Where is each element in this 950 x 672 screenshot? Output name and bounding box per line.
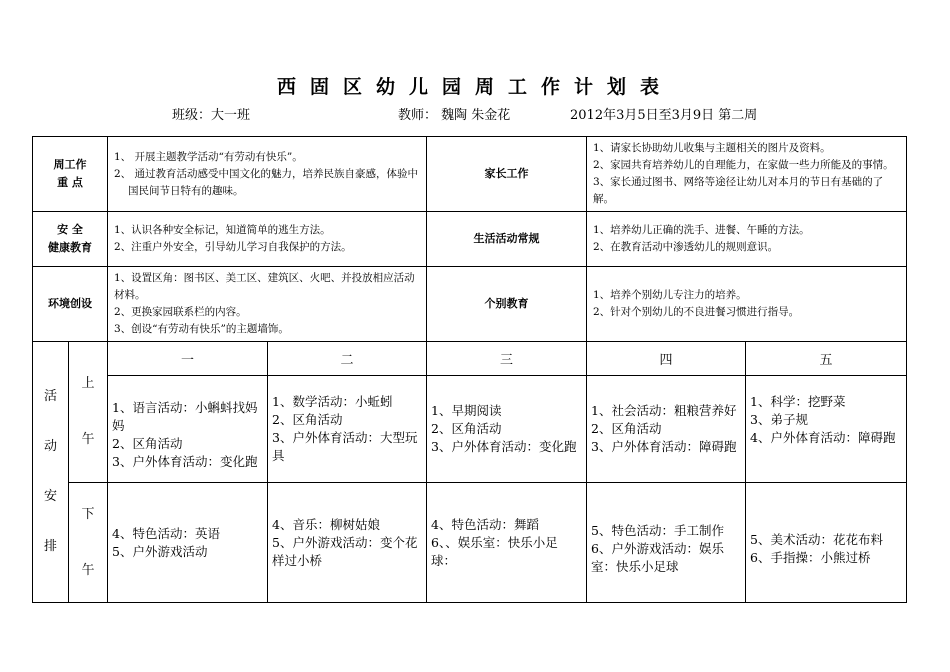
- morning-label: 上 午: [69, 342, 108, 483]
- day-header-fri: 五: [746, 342, 907, 376]
- afternoon-fri: 5、美术活动：花花布料 6、手指操：小熊过桥: [746, 483, 907, 603]
- environment-content: 1、设置区角：图书区、美工区、建筑区、火吧、并投放相应活动材料。 2、更换家园联系栏的内容。 3、创设“有劳动有快乐”的主题墙饰。: [108, 267, 427, 342]
- safety-label: 安 全 健康教育: [33, 212, 108, 267]
- date-label: 2012年3月5日至3月9日 第二周: [570, 108, 758, 123]
- afternoon-mon: 4、特色活动：英语 5、户外游戏活动: [108, 483, 268, 603]
- afternoon-label: 下 午: [69, 483, 108, 603]
- day-header-wed: 三: [427, 342, 587, 376]
- page-title: 西固区幼儿园周工作计划表: [276, 76, 673, 98]
- class-label: 班级：大一班: [172, 108, 251, 123]
- morning-tue: 1、数学活动：小蚯蚓 2、区角活动 3、户外体育活动：大型玩具: [268, 376, 427, 483]
- weekly-focus-label: 周工作 重 点: [33, 137, 108, 212]
- morning-thu: 1、社会活动：粗粮营养好 2、区角活动 3、户外体育活动：障碍跑: [587, 376, 746, 483]
- weekly-focus-content: 1、 开展主题教学活动“有劳动有快乐”。 2、 通过教育活动感受中国文化的魅力，培养民族自豪感，体验中 国民间节日特有的趣味。: [108, 137, 427, 212]
- row-safety: [33, 212, 907, 267]
- activity-schedule-label: 活 动 安 排: [33, 342, 69, 603]
- daily-routine-content: 1、培养幼儿正确的洗手、进餐、午睡的方法。 2、在教育活动中渗透幼儿的规则意识。: [587, 212, 907, 267]
- row-days: [33, 342, 907, 376]
- day-header-tue: 二: [268, 342, 427, 376]
- morning-wed: 1、早期阅读 2、区角活动 3、户外体育活动：变化跑: [427, 376, 587, 483]
- day-header-thu: 四: [587, 342, 746, 376]
- environment-label: 环境创设: [33, 267, 108, 342]
- individual-content: 1、培养个别幼儿专注力的培养。 2、针对个别幼儿的不良进餐习惯进行指导。: [587, 267, 907, 342]
- individual-label: 个别教育: [427, 267, 587, 342]
- afternoon-thu: 5、特色活动：手工制作 6、户外游戏活动：娱乐室：快乐小足球: [587, 483, 746, 603]
- row-weekly-focus: [33, 137, 907, 212]
- day-header-mon: 一: [108, 342, 268, 376]
- weekly-plan-table: [32, 136, 907, 603]
- daily-routine-label: 生活活动常规: [427, 212, 587, 267]
- parent-work-content: 1、请家长协助幼儿收集与主题相关的图片及资料。 2、家园共育培养幼儿的自理能力，在家做一些力所能及的事情。 3、家长通过图书、网络等途径让幼儿对本月的节日有基础的了解。: [587, 137, 907, 212]
- row-afternoon: [33, 483, 907, 603]
- row-environment: [33, 267, 907, 342]
- teacher-label: 教师： 魏陶 朱金花: [398, 108, 511, 123]
- morning-mon: 1、语言活动：小蝌蚪找妈妈 2、区角活动 3、户外体育活动：变化跑: [108, 376, 268, 483]
- safety-content: 1、认识各种安全标记，知道简单的逃生方法。 2、注重户外安全，引导幼儿学习自我保护的方法。: [108, 212, 427, 267]
- afternoon-wed: 4、特色活动：舞蹈 6、、娱乐室：快乐小足球：: [427, 483, 587, 603]
- morning-fri: 1、科学：挖野菜 3、弟子规 4、户外体育活动：障碍跑: [746, 376, 907, 483]
- afternoon-tue: 4、音乐：柳树姑娘 5、户外游戏活动：变个花样过小桥: [268, 483, 427, 603]
- parent-work-label: 家长工作: [427, 137, 587, 212]
- row-morning: [33, 376, 907, 483]
